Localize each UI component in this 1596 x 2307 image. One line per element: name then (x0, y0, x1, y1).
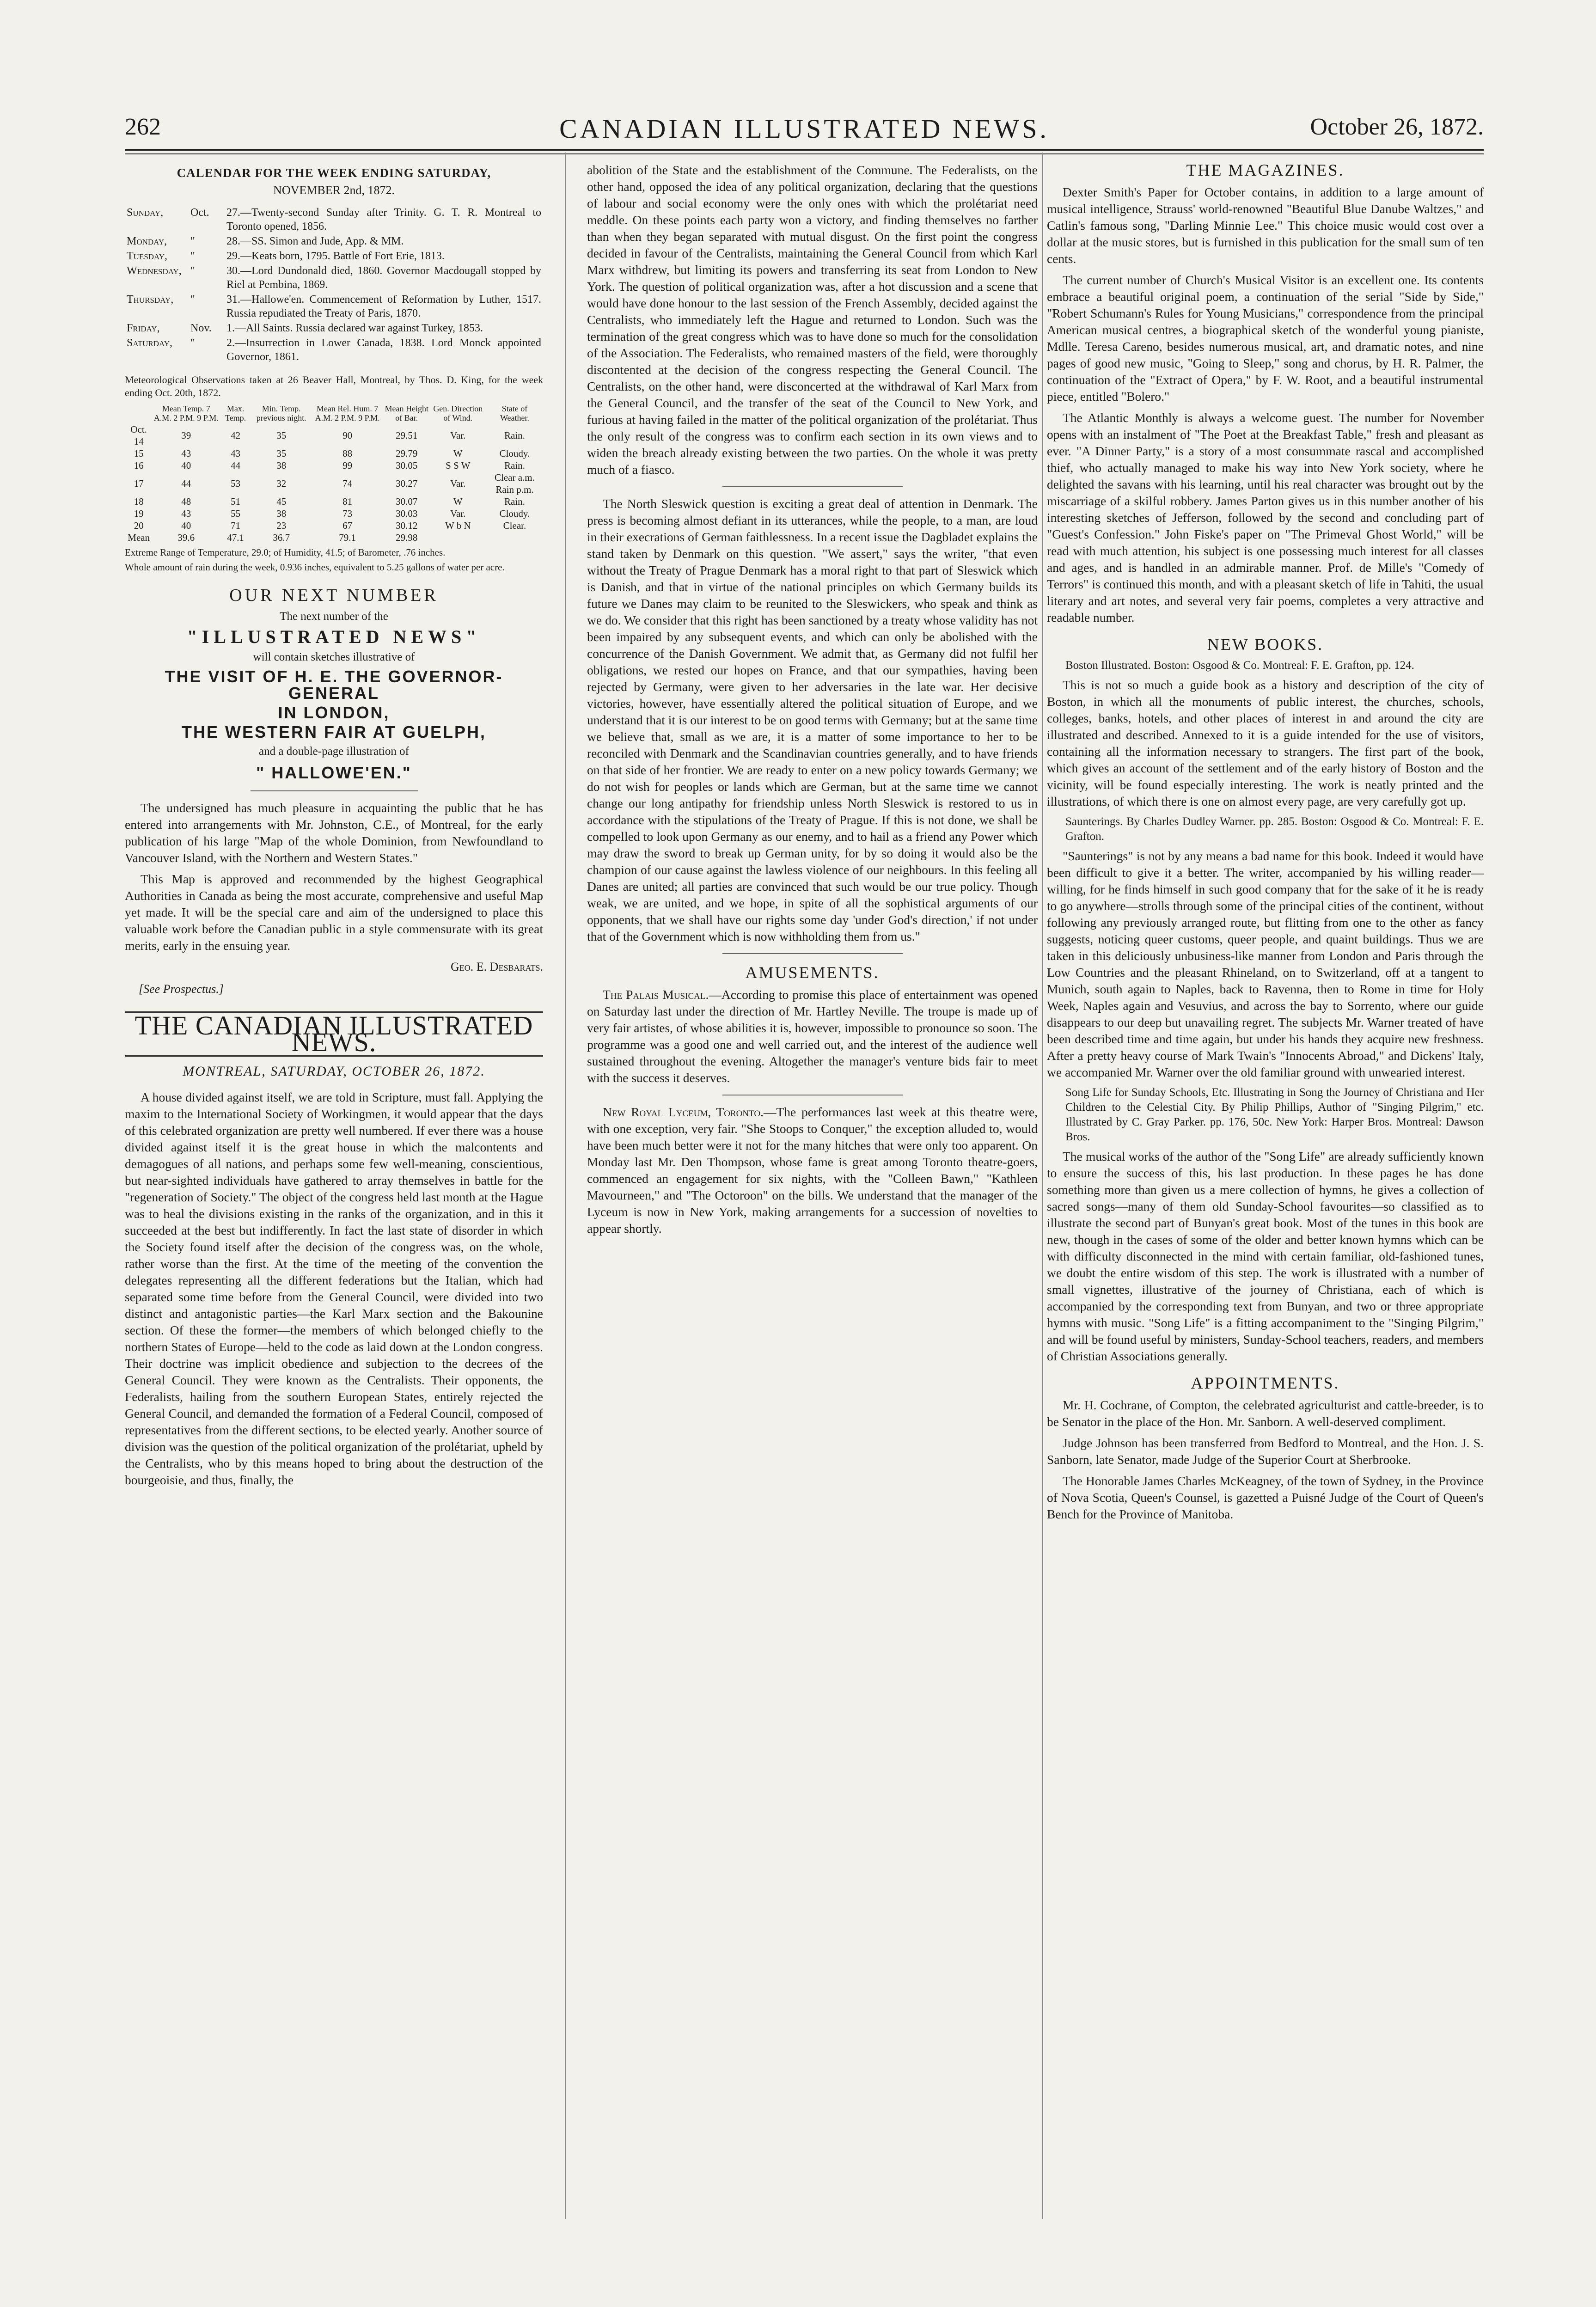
magazines-paragraph: The current number of Church's Musical Visitor is an excellent one. Its contents embrace a beautiful original poem, a continuation of the serial "Side by Side," "Robert Schumann's Rules for Young Musicians," correspondence from the principal American musical centres, a biographical sketch of the wonderful young pianiste, Mdlle. Teresa Careno, besides numerous musical, art, and dramatic notes, and nine pages of good new music, "Going to Sleep," song and chorus, by H. R. Palmer, the continuation of the "Extract of Opera," by F. W. Root, and a beautiful instrumental piece, entitled "Bolero." (1047, 273, 1484, 404)
calendar-row (125, 336, 543, 364)
met-column-header: Min. Temp. previous night. (256, 404, 306, 422)
meteorological-note: Whole amount of rain during the week, 0.936 inches, equivalent to 5.25 gallons of water per acre. (125, 562, 505, 573)
appointments-paragraph: Judge Johnson has been transferred from Bedford to Montreal, and the Hon. J. S. Sanborn, late Senator, made Judge of the Superior Court at Sherbrooke. (1047, 1436, 1484, 1467)
book-review: "Saunterings" is not by any means a bad name for this book. Indeed it would have been difficult to give it a better. The writer, accompanied by his willing reader—willing, for he finds himself in such good company that for the sake of it he is ready to go anywhere—strolls through some of the principal cities of the continent, without following any previously arranged route, but flitting from one to the other as fancy suggests, noticing queer customs, queer people, and quaint buildings. Thus we are taken in this deliciously unbusiness-like manner from London and Paris through the Low Countries and the pleasant Rhineland, on to Switzerland, off at a tangent to Munich, south again to Naples, back to Ravenna, then to Rome in time for Holy Week, Naples again and Vesuvius, and across the bay to Sorrento, where our guide disappears to our deep but unavailing regret. The subjects Mr. Warner treated of have been described time and time again, but under his hands they acquire new freshness. After a pretty heavy course of Mark Twain's "Innocents Abroad," and Dickens' Italy, we accompanied Mr. Warner over the old familiar ground with unwearied interest. (1047, 849, 1484, 1079)
met-cell: 42 (231, 430, 241, 441)
met-cell: 36.7 (273, 532, 290, 543)
divider (722, 953, 903, 954)
editorial-masthead: THE CANADIAN ILLUSTRATED NEWS. (125, 1011, 543, 1057)
calendar-title: CALENDAR FOR THE WEEK ENDING SATURDAY, (177, 166, 491, 180)
book-citation: Song Life for Sunday Schools, Etc. Illustrating in Song the Journey of Christiana and Her Children to the Celestial City. By Philip Phillips, Author of "Singing Pilgrim," etc. Illustrated by C. Gray Parker. pp. 176, 50c. New York: Harper Bros. Montreal: Dawson Bros. (1065, 1086, 1484, 1143)
meteorological-table (125, 403, 543, 544)
met-cell: 47.1 (227, 532, 244, 543)
met-cell: 30.03 (396, 508, 418, 519)
calendar-day: Sunday, (127, 207, 164, 219)
met-row (125, 471, 543, 496)
met-cell: S S W (446, 460, 471, 471)
met-cell: 51 (231, 496, 241, 507)
next-number-item: IN LONDON, (278, 703, 390, 722)
calendar-row (125, 205, 543, 234)
met-cell: Rain. (504, 430, 525, 441)
met-cell: 15 (134, 448, 144, 459)
calendar-day: Thursday, (127, 294, 174, 306)
calendar-text: 27.—Twenty-second Sunday after Trinity. G. T. R. Montreal to Toronto opened, 1856. (226, 207, 541, 233)
met-cell: 30.12 (396, 520, 418, 531)
met-cell: 16 (134, 460, 144, 471)
calendar-text: 28.—SS. Simon and Jude, App. & MM. (226, 235, 404, 247)
issue-date: October 26, 1872. (1310, 114, 1484, 140)
met-column-header: Gen. Direction of Wind. (433, 404, 483, 422)
amusements-title: AMUSEMENTS. (745, 963, 880, 982)
editorial-paragraph: abolition of the State and the establishment of the Commune. The Federalists, on the other hand, opposed the idea of any political organization, declaring that the questions of labour and social economy were the only ones with which the prolétariat need meddle. On these points each party won a victory, and finding themselves no farther than when they began separated with mutual disgust. On the first point the congress decided in favour of the Centralists, maintaining the General Council from which Karl Marx withdrew, but limiting its powers and transferring its seat from London to New York. The question of political organization was, after a hot discussion and a scene that would have done honour to the last session of the French Assembly, decided against the Centralists, who immediately left the Hague and returned to London. Such was the termination of the great congress which was to have done so much for the consolidation of the Association. The Federalists, who remained masters of the field, were thoroughly discontented at the decision of the congress respecting the General Council. The Centralists, on the other hand, were disconcerted at the withdrawal of Karl Marx from the General Council, and the transfer of the seat of the Council to New York, and furious at having failed in the matter of the political organization of the prolétariat. Thus the only result of the congress was to confirm each section in its own views and to widen the breach already existing between the two parties. On the whole it was pretty much of a fiasco. (587, 163, 1038, 477)
header-rule-thin (125, 153, 1484, 154)
book-review: The musical works of the author of the "Song Life" are already sufficiently known to ensure the success of this, his last production. In these pages he has done something more than given us a mere collection of hymns, he gives a collection of sacred songs—many of them old Sunday-School favourites—so classified as to illustrate the second part of Bunyan's great book. Most of the tunes in this book are new, though in the cases of some of the older and better known hymns which can be with difficulty disconnected in the mind with certain familiar, old-fashioned tunes, we doubt the entire wisdom of this step. The work is illustrated with a number of small vignettes, illustrative of the journey of Christiana, each of which is accompanied by the corresponding text from Bunyan, and two or three appropriate hymns with music. "Song Life" is a fitting accompaniment to the "Singing Pilgrim," and will be found useful by ministers, Sunday-School teachers, readers, and members of Christian Associations generally. (1047, 1149, 1484, 1363)
met-cell: Cloudy. (499, 448, 530, 459)
met-cell: Rain. (504, 496, 525, 507)
met-cell: Clear. (503, 520, 526, 531)
next-number-line: and a double-page illustration of (259, 745, 409, 758)
calendar-text: 30.—Lord Dundonald died, 1860. Governor Macdougall stopped by Riel at Pembina, 1869. (226, 265, 541, 291)
met-cell: 32 (276, 478, 287, 489)
met-cell: 39 (181, 430, 191, 441)
met-cell: 48 (181, 496, 191, 507)
met-cell: 43 (181, 508, 191, 519)
met-cell: 67 (342, 520, 353, 531)
met-cell: 99 (342, 460, 353, 471)
met-cell: Var. (450, 508, 466, 519)
met-cell: 79.1 (339, 532, 356, 543)
met-row (125, 459, 543, 471)
next-number-item: THE WESTERN FAIR AT GUELPH, (181, 722, 486, 741)
met-cell: 35 (276, 448, 287, 459)
met-cell: Rain. (504, 460, 525, 471)
calendar-text: 2.—Insurrection in Lower Canada, 1838. Lord Monck appointed Governor, 1861. (226, 337, 541, 363)
met-cell (486, 532, 543, 544)
column-left (125, 162, 543, 2233)
met-row (125, 423, 543, 447)
met-cell: 38 (276, 460, 287, 471)
column-middle (587, 162, 1038, 2233)
next-number-item: " HALLOWE'EN." (256, 763, 412, 782)
met-cell: 38 (276, 508, 287, 519)
next-number-item: THE VISIT OF H. E. THE GOVERNOR-GENERAL (165, 667, 503, 703)
appointments-paragraph: Mr. H. Cochrane, of Compton, the celebrated agriculturist and cattle-breeder, is to be Senator in the place of the Hon. Mr. Sanborn. A well-deserved compliment. (1047, 1398, 1484, 1429)
met-cell: 35 (276, 430, 287, 441)
met-cell: 20 (134, 520, 144, 531)
calendar-day: Wednesday, (127, 265, 182, 277)
met-cell: W (453, 448, 463, 459)
met-cell: 30.07 (396, 496, 418, 507)
calendar-day: Tuesday, (127, 250, 168, 262)
met-cell: 74 (342, 478, 353, 489)
masthead: CANADIAN ILLUSTRATED NEWS. (559, 114, 1049, 144)
calendar-day: Saturday, (127, 337, 173, 349)
page-number: 262 (125, 114, 161, 140)
map-notice-paragraph: The undersigned has much pleasure in acquainting the public that he has entered into arrangements with Mr. Johnston, C.E., of Montreal, for the early publication of his large "Map of the whole Dominion, from Newfoundland to Vancouver Island, with the Northern and Western States." (125, 801, 543, 865)
calendar-day: Monday, (127, 235, 167, 247)
met-cell: 19 (134, 508, 144, 519)
column-right (1047, 162, 1484, 2233)
calendar-month: Nov. (190, 322, 212, 334)
met-cell: 29.98 (396, 532, 418, 543)
met-cell: 45 (276, 496, 287, 507)
met-cell: 44 (231, 460, 241, 471)
met-column-header: Mean Height of Bar. (385, 404, 429, 422)
calendar-day: Friday, (127, 322, 160, 334)
magazines-paragraph: Dexter Smith's Paper for October contains, in addition to a large amount of musical intelligence, Strauss' world-renowned "Beautiful Blue Danube Waltzes," and Catlin's famous song, "Darling Minnie Lee." This choice music would cost over a dollar at the music stores, but is furnished in this publication for the small sum of ten cents. (1047, 185, 1484, 266)
met-row (125, 508, 543, 520)
met-column-header: Mean Temp. 7 A.M. 2 P.M. 9 P.M. (153, 404, 219, 422)
met-column-header (125, 403, 153, 423)
met-cell: Var. (450, 478, 466, 489)
next-number-title: OUR NEXT NUMBER (229, 586, 439, 605)
met-cell: Mean (128, 532, 150, 543)
magazines-paragraph: The Atlantic Monthly is always a welcome guest. The number for November opens with an instalment of "The Poet at the Breakfast Table," fresh and pleasant as ever. "A Dinner Party," is a story of a most consummate rascal and accomplished thief, who actually managed to make his way into New York society, where he delighted the savans with his learning, until his real character was brought out by the miscarriage of a skilful robbery. James Parton gives us in this number another of his interesting sketches of Jefferson, followed by the second and concluding part of "Guest's Confession." John Fiske's paper on "The Primeval Ghost World," will be read with much attention, his subject is one possessing much interest for all classes and ages, and is handled in an admirable manner. Prof. de Mille's "Comedy of Terrors" is continued this month, and with a pleasant sketch of life in Tahiti, the usual literary and art notes, and several very fair poems, completes a very attractive and readable number. (1047, 410, 1484, 624)
calendar-month: " (190, 235, 195, 247)
met-column-header: Max. Temp. (225, 404, 246, 422)
met-column-header: State of Weather. (500, 404, 529, 422)
column-divider (1042, 153, 1043, 2219)
meteorological-note: Extreme Range of Temperature, 29.0; of Humidity, 41.5; of Barometer, .76 inches. (125, 547, 446, 558)
calendar-text: 29.—Keats born, 1795. Battle of Fort Erie, 1813. (226, 250, 445, 262)
calendar-table (125, 205, 543, 364)
met-cell: 53 (231, 478, 241, 489)
met-cell: 30.05 (396, 460, 418, 471)
met-cell: Clear a.m. Rain p.m. (495, 472, 535, 495)
met-cell: Cloudy. (499, 508, 530, 519)
editorial-paragraph: A house divided against itself, we are told in Scripture, must fall. Applying the maxim to the International Society of Workingmen, it would appear that the days of this celebrated organization are pretty well numbered. If ever there was a house divided against itself it is the great house in which the malcontents and demagogues of all nations, and perhaps some few well-meaning, conscientious, but near-sighted individuals have gathered to array themselves in battle for the "regeneration of Society." The object of the congress held last month at the Hague was to heal the divisions existing in the ranks of the organization, and in this it succeeded at the best but indifferently. In fact the last state of disorder in which the Society found itself after the decision of the congress was, on the whole, rather worse than the first. At the time of the meeting of the convention the delegates representing all the different federations but the Italian, which had separated some time before from the General Council, were divided into two distinct and antagonistic parties—the Karl Marx section and the Bakounine section. Of these the former—the members of which belonged chiefly to the northern States of Europe—held to the code as laid down at the London congress. Their doctrine was implicit obedience and subjection to the decrees of the General Council. They were known as the Centralists. Their opponents, the Federalists, hailing from the southern European States, entirely rejected the General Council, and demanded the formation of a Federal Council, composed of representatives from the different sections, to be elected yearly. Another source of division was the question of the political organization of the prolétariat, upheld by the Centralists, who by this means hoped to bring about the destruction of the bourgeoisie, and thus, finally, the (125, 1090, 543, 1487)
met-cell: 40 (181, 520, 191, 531)
met-cell: 44 (181, 478, 191, 489)
column-divider (565, 153, 566, 2219)
next-number-paper: "ILLUSTRATED NEWS" (187, 626, 481, 647)
prospectus-note: [See Prospectus.] (139, 982, 224, 996)
map-notice-paragraph: This Map is approved and recommended by the highest Geographical Authorities in Canada as being the most accurate, comprehensive and useful Map yet made. It will be the special care and aim of the undersigned to place this valuable work before the Canadian public in a style commensurate with its great merits, early in the ensuing year. (125, 872, 543, 953)
met-cell: 29.79 (396, 448, 418, 459)
met-row (125, 496, 543, 508)
amusements-paragraph (587, 1104, 1038, 1237)
met-cell: 39.6 (177, 532, 195, 543)
divider (722, 486, 903, 487)
amusements-lead: The Palais Musical. (603, 987, 709, 1002)
calendar-row (125, 249, 543, 263)
calendar-month: " (190, 294, 195, 306)
appointments-title: APPOINTMENTS. (1191, 1374, 1340, 1392)
calendar-month: " (190, 337, 195, 349)
calendar-row (125, 321, 543, 336)
book-citation: Saunterings. By Charles Dudley Warner. pp. 285. Boston: Osgood & Co. Montreal: F. E. Grafton. (1065, 815, 1484, 843)
signoff: Geo. E. Desbarats. (451, 960, 543, 973)
calendar-text: 1.—All Saints. Russia declared war against Turkey, 1853. (226, 322, 483, 334)
met-cell: 17 (134, 478, 144, 489)
editorial-dateline: MONTREAL, SATURDAY, OCTOBER 26, 1872. (183, 1064, 485, 1079)
new-books-title: NEW BOOKS. (1207, 635, 1324, 654)
calendar-row (125, 234, 543, 249)
met-row (125, 447, 543, 459)
met-cell: 18 (134, 496, 144, 507)
amusements-text: —According to promise this place of entertainment was opened on Saturday last under the direction of Mr. Hartley Neville. The troupe is made up of very fair artistes, of whose abilities it is, however, impossible to pronounce so soon. The programme was a good one and well carried out, and the interest of the audience well sustained throughout the evening. Altogether the manager's venture bids fair to meet with the success it deserves. (587, 987, 1038, 1085)
met-cell: 55 (231, 508, 241, 519)
amusements-text: —The performances last week at this theatre were, with one exception, very fair. "She Stoops to Conquer," the exception alluded to, would have been much better were it not for the many hitches that were only too apparent. On Monday last Mr. Den Thompson, whose fame is great among Toronto theatre-goers, commenced an engagement for six nights, with the "Colleen Bawn," "Kathleen Mavourneen," and "The Octoroon" on the bills. We understand that the manager of the Lyceum is now in New York, making arrangements for a succession of novelties to appear shortly. (587, 1105, 1038, 1236)
appointments-paragraph: The Honorable James Charles McKeagney, of the town of Sydney, in the Province of Nova Scotia, Queen's Counsel, is gazetted a Puisné Judge of the Court of Queen's Bench for the Province of Manitoba. (1047, 1474, 1484, 1521)
met-cell: 40 (181, 460, 191, 471)
met-cell: W b N (445, 520, 471, 531)
calendar-month: " (190, 250, 195, 262)
divider (251, 790, 418, 791)
met-row (125, 532, 543, 544)
calendar-month: Oct. (190, 207, 209, 219)
calendar-month: " (190, 265, 195, 277)
calendar-subtitle: NOVEMBER 2nd, 1872. (273, 184, 395, 197)
met-row (125, 520, 543, 532)
met-cell: 88 (342, 448, 353, 459)
editorial-paragraph: The North Sleswick question is exciting a great deal of attention in Denmark. The press is becoming almost defiant in its utterances, while the people, to a man, are loud in their execrations of German faithlessness. In a recent issue the Dagbladet explains the stand taken by Denmark on this question. "We assert," says the writer, "that even without the Treaty of Prague Denmark has a moral right to that part of Sleswick which is Danish, and that in virtue of the national principles on which Germany builds its future we Danes may claim to be reunited to the Sleswickers, who speak and think as we do. We consider that this right has been sanctioned by a treaty whose validity has not been impaired by any subsequent events, and which can only be abolished with the concurrence of the Danish Government. We admit that, as Germany did not fulfil her obligations, we rested our hopes on France, and that our sympathies, having been rejected by Germany, were given to her adversaries in the late war. Her decisive victories, however, have essentially altered the political situation of Europe, and we understand that it is our interest to be on good terms with Germany; but at the same time we believe that, small as we are, it is a matter of some importance to her to be reconciled with Denmark and the Scandinavian countries generally, and to have friends on that side of her frontier. We are ready to enter on a new policy towards Germany; we do not wish for peoples or lands which are German, but at the same time we cannot change our long antipathy for friendship unless North Sleswick is restored to us in accordance with the stipulations of the Treaty of Prague. If this is not done, we shall be compelled to look upon Germany as our enemy, and to hail as a friend any Power which may draw the sword to break up German unity, for by so doing it would also be the champion of our cause against the lawless violence of our neighbours. In this feeling all Danes are united; all parties are convinced that such would be our true policy. Though weak, we are united, and we hope, in spite of all the sophistical arguments of our opponents, that we shall have our rights some day 'under God's direction,' if not under that of the Government which is now withholding them from us." (587, 496, 1038, 943)
book-review: This is not so much a guide book as a history and description of the city of Boston, in which all the monuments of public interest, the churches, schools, colleges, banks, hotels, and other places of interest in and around the city are illustrated and described. Annexed to it is a guide intended for the use of visitors, containing all the information necessary to strangers. The first part of the book, which gives an account of the settlement and of the early history of Boston and the vicinity, will be found especially interesting. The work is neatly printed and the illustrations, of which there is one on almost every page, are very carefully got up. (1047, 678, 1484, 808)
met-cell: 43 (231, 448, 241, 459)
met-cell: 81 (342, 496, 353, 507)
meteorological-intro: Meteorological Observations taken at 26 Beaver Hall, Montreal, by Thos. D. King, for the week ending Oct. 20th, 1872. (125, 374, 543, 398)
met-cell: 71 (231, 520, 241, 531)
book-citation: Boston Illustrated. Boston: Osgood & Co. Montreal: F. E. Grafton, pp. 124. (1065, 659, 1414, 672)
met-cell: 43 (181, 448, 191, 459)
next-number-line: will contain sketches illustrative of (253, 651, 415, 663)
next-number-line: The next number of the (280, 610, 388, 623)
met-cell: 90 (342, 430, 353, 441)
met-cell (430, 532, 486, 544)
met-cell: 23 (276, 520, 287, 531)
calendar-row (125, 263, 543, 292)
met-cell: Var. (450, 430, 466, 441)
header-rule (125, 149, 1484, 151)
page-header (125, 113, 1484, 146)
calendar-text: 31.—Hallowe'en. Commencement of Reformation by Luther, 1517. Russia repudiated the Treaty of Paris, 1870. (226, 294, 541, 319)
met-cell: W (453, 496, 463, 507)
magazines-title: THE MAGAZINES. (1186, 162, 1345, 179)
met-cell: 73 (342, 508, 353, 519)
met-cell: Oct. 14 (130, 424, 147, 447)
met-cell: 30.27 (396, 478, 418, 489)
met-cell: 29.51 (396, 430, 418, 441)
met-column-header: Mean Rel. Hum. 7 A.M. 2 P.M. 9 P.M. (315, 404, 380, 422)
amusements-paragraph (587, 986, 1038, 1086)
amusements-lead: New Royal Lyceum, Toronto. (603, 1105, 764, 1119)
calendar-row (125, 292, 543, 321)
